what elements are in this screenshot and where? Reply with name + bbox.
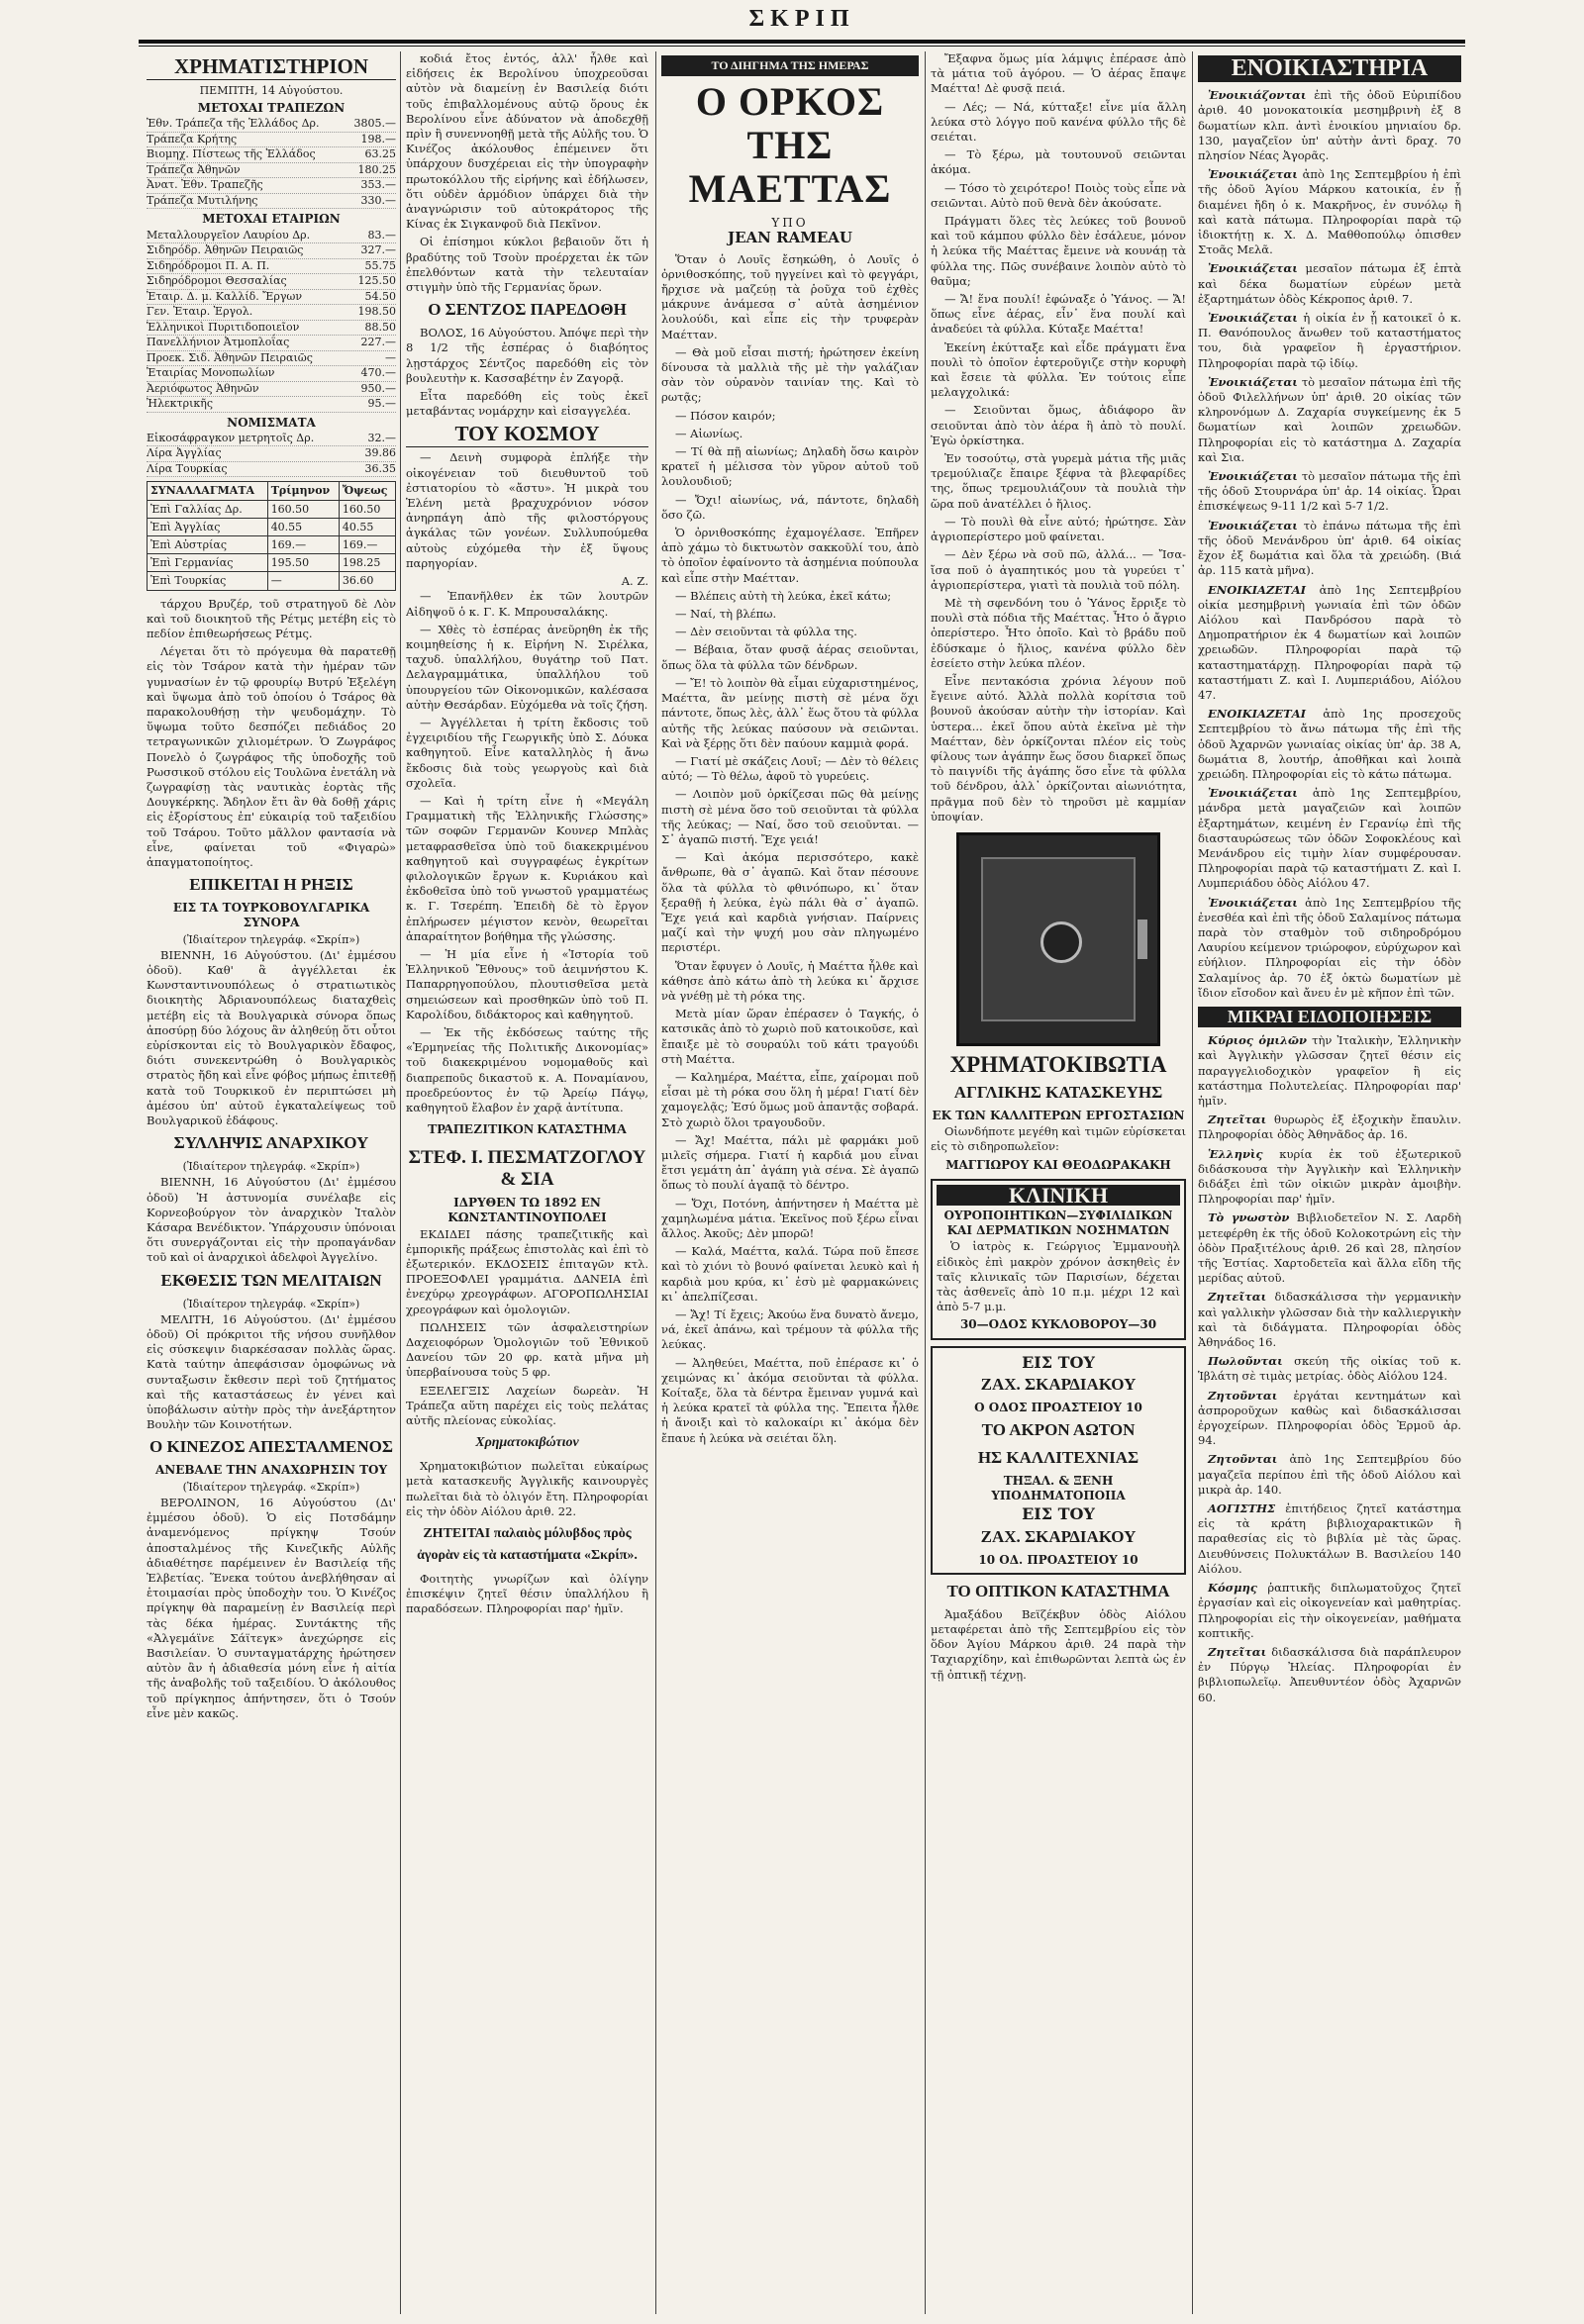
article-text: — Ἐπανῆλθεν ἐκ τῶν λουτρῶν Αἰδηψοῦ ὁ κ. Γ. Κ. Μπρουσαλάκης. [406,589,648,619]
safe-dial-icon [1040,921,1082,963]
article-text: — Ἀγγέλλεται ἡ τρίτη ἔκδοσις τοῦ ἐγχειριδίου τῆς Γεωργικῆς ὑπὸ Σ. Δόυκα καθηγητοῦ. Εἶνε καταλληλὸς ἡ ἄνω ἔκδοσις διὰ τοὺς γεωργοὺς καὶ διὰ σχολεῖα. [406,715,648,790]
story-text: — Αἰωνίως. [675,426,743,440]
ad-line: ΗΣ ΚΑΛΛΙΤΕΧΝΙΑΣ [977,1448,1139,1467]
list-item: Ἐθν. Τράπεζα τῆς Ἑλλάδος Δρ. 3805.— [147,117,396,133]
ad-line: Ο ΟΔΟΣ ΠΡΟΑΣΤΕΙΟΥ 10 [974,1400,1142,1414]
ad-text: Φοιτητὴς γνωρίζων καὶ ὀλίγην ἐπισκέψιν ζητεῖ θέσιν ὑπαλλήλου ἢ παραδόσεων. Πληροφορίαι παρ' ἡμῖν. [406,1572,648,1616]
list-item: Ζητεῖται θυρωρὸς ἐξ ἐξοχικὴν ἔπαυλιν. Πληροφορίαι ὁδὸς Ἀθηνᾶδος ἀρ. 16. [1198,1113,1461,1142]
list-item: Ἐταιρ. Δ. μ. Καλλίδ. Ἔργων 54.50 [147,290,396,306]
article-text: — Χθὲς τὸ ἑσπέρας ἀνεῦρηθη ἐκ τῆς κοιμηθείσης ἡ κ. Εἰρήνη Ν. Σιρέλκα, ταχυδ. ὑπαλλήλου, θυγάτηρ τοῦ Πατ. Δελαγραμμάτικα, ὑπαλλήλου τοῦ ὑπουργείου τῶν Οἰκονομικῶν, καλέσασα αὐτὴν Θεσάρδαν. Εὐχόμεθα νὰ τοῖς ζήση. [406,622,648,712]
ad-line: ΕΙΣ ΤΟΥ [1022,1504,1095,1524]
story-text: — Ναί, τὴ βλέπω. [675,607,777,622]
story-text: — Ἀληθεύει, Μαέττα, ποῦ ἐπέρασε κι᾽ ὁ χειμώνας κι᾽ ἀκόμα σειοῦνται τὰ φύλλα. Κοίταξε, ὅλα τὰ δέντρα ἔμειναν γυμνά καὶ ἡ λεύκα κρατεῖ τὰ φύλλα της. Ἔπειτα ἦλθε ἡ ἄνοιξι καὶ τὸ καλοκαίρι κι᾽ ἀκόμα δὲν ἔπαυε ἡ λεύκα νὰ σειέται ὅλη. [661,1355,919,1445]
article-text: ΜΕΛΙΤΗ, 16 Αὐγούστου. (Δι' ἐμμέσου ὁδοῦ) Οἱ πρόκριτοι τῆς νήσου συνῆλθον εἰς σύσκεψιν διαρκέσασαν πολλὰς ὥρας. Κατὰ ταύτην ἀπεφάσισαν ὁμοφώνως νὰ συνταξωσιν ἔκθεσιν περὶ τοῦ ζητήματος καὶ τῆς καταστάσεως ἐν γένει καὶ ὑποβάλωσιν αὐτὴν πρὸς τὴν ἀνεξάρτητον Βουλὴν τῶν Κοινοτήτων. [147,1311,396,1432]
list-item: Ἀνατ. Ἐθν. Τραπεζῆς 353.— [147,178,396,194]
list-item: Ἑλληνικοὶ Πυριτιδοποιεῖον 88.50 [147,321,396,337]
bank-name: ΣΤΕΦ. Ι. ΠΕΣΜΑΤΖΟΓΛΟΥ & ΣΙΑ [408,1147,646,1191]
column-3 [661,51,919,2314]
list-item: ΕΝΟΙΚΙΑΖΕΤΑΙ ἀπὸ 1ης προσεχοῦς Σεπτεμβρίου τὸ ἄνω πάτωμα τῆς ἐπὶ τῆς ὁδοῦ Ἀχαρνῶν γωνιαίας οἰκίας ὑπ' ἀρ. 38 Α, δωμάτια 8, λουτήρ, ἀποθῆκαι καὶ λοιπὰ χρειώδη. Πληροφορίαι εἰς τὸ κάτω πάτωμα. [1198,707,1461,781]
article-text: — Καὶ ἡ τρίτη εἶνε ἡ «Μεγάλη Γραμματικὴ τῆς Ἑλληνικῆς Γλώσσης» τῶν σοφῶν Γερμανῶν Κουνερ Μπλὰς μεταφρασθεῖσα ὑπὸ τοῦ διακεκριμένου καθηγητοῦ καὶ συγγραφέως ἐγκρίτων φιλολογικῶν ἔργων κ. Κυριάκου καὶ ἐκδοθεῖσα ὑπὸ τοῦ γνωστοῦ γραμματέως κ. Γ. Τσερέπη. Ἐπειδὴ δὲ τὸ ἔργον ἐπλήρωσεν μέγιστον κενὸν, θεωρεῖται ἀπαραίτητον βοήθημα τῆς γλώσσης. [406,793,648,943]
ad-line: ΖΑΧ. ΣΚΑΡΔΙΑΚΟΥ [980,1526,1137,1546]
article-subheadline: ΕΙΣ ΤΑ ΤΟΥΡΚΟΒΟΥΛΓΑΡΙΚΑ ΣΥΝΟΡΑ [172,901,370,930]
story-text: Μετὰ μίαν ὥραν ἐπέρασεν ὁ Ταγκής, ὁ κατσικᾶς ἀπὸ τὸ χωριὸ ποῦ κατοικοῦσε, καὶ ἔπαιξε μὲ τὸ σουραύλι τοῦ κάτι τραγούδι στὴ Μαέττα. [661,1007,919,1066]
small-notices-heading: ΜΙΚΡΑΙ ΕΙΔΟΠΟΙΗΣΕΙΣ [1198,1007,1461,1027]
table-row: Ἐπὶ Γαλλίας Δρ. 160.50 160.50 [148,500,396,518]
shoe-ad [931,1346,1186,1575]
clinic-title: ΚΛΙΝΙΚΗ [937,1185,1180,1206]
list-item: Ζητοῦνται ἀπὸ 1ης Σεπτεμβρίου δύο μαγαζεῖα περίπου ἐπὶ τῆς ὁδοῦ Αἰόλου καὶ μικρὰ ἀρ. 140. [1198,1452,1461,1497]
ad-line: ΕΙΣ ΤΟΥ [1022,1352,1095,1372]
article-headline: ΣΥΛΛΗΨΙΣ ΑΝΑΡΧΙΚΟΥ [173,1133,369,1153]
column-4 [931,51,1186,2314]
article-text: — Δεινὴ συμφορὰ ἐπλήξε τὴν οἰκογένειαν τοῦ διευθυντοῦ τοῦ ἐστιατορίου τὸ «ἄστυ». Ἡ μικρὰ του Ἑλένη μετὰ βραχυχρόνιον νόσον ἀνηρπάγη ἀπὸ τῆς φιλοστόργους ἀγκάλας τῶν γονέων. Συλλυπούμεθα αὐτοὺς εὐχόμεθα τὴν ἐξ ὕψους παρηγορίαν. [406,450,648,570]
story-text: — Καλημέρα, Μαέττα, εἶπε, χαίρομαι ποῦ εἶσαι μὲ τὴ ρόκα σου ὅλη ἡ μέρα! Γιατί δὲν χαμογελᾷς; Ἐσύ ὅμως μοῦ ἀπαντᾷς σοβαρά. Στὸ χωριὸ ὅλοι τραγουδοῦν. [661,1069,919,1129]
table-header: ΣΥΝΑΛΛΑΓΜΑΤΑ Τρίμηνον Ὄψεως [148,482,396,500]
article-text: ΒΕΡΟΛΙΝΟΝ, 16 Αὐγούστου (Δι' ἐμμέσου ὁδοῦ). Ὁ εἰς Ποτσδάμην ἀναμενόμενος πρίγκηψ Τσούν ἀποσταλμένος τῆς Κινεζικῆς Αὐλῆς ἀδιαθέτησε παρέμεινεν ἐν Βασιλείᾳ τῆς Ἑλβετίας. Ἕνεκα τούτου ἀνεβλήθησαν αἱ ἑτοιμασίαι πρὸς ὑποδοχὴν του. Ὁ Κινέζος πρίγκηψ θὰ παραμείνῃ ἐν Βασιλείᾳ περὶ τὰς δέκα ἡμέρας. Συντάκτης τῆς «Ἀλγεμάϊνε Σάϊτεγκ» ἀνεχώρησε εἰς Βασιλείαν. Ὁ συνταγματάρχης ἠρώτησεν αὐτὸν ἂν ἡ ἀδιαθεσία μόνη εἶνε ἡ αἰτία τῆς ἀναβολῆς τοῦ ταξειδίου. Ὁ ἀκόλουθος τοῦ πρίγκηπος ἀπήντησεν, ὅτι ὁ Τσούν εἶνε μὲν κακῶς. [147,1495,396,1720]
story-text: — Τί θὰ πῇ αἰωνίως; Δηλαδὴ ὅσω καιρὸν κρατεῖ ἡ μέλισσα τὸν γῦρον αὐτοῦ τοῦ λουλουδιοῦ; [661,444,919,489]
list-item: Ἐνοικιάζεται ἡ οἰκία ἐν ᾗ κατοικεῖ ὁ κ. Π. Θανόπουλος ἄνωθεν τοῦ καταστήματος του, διὰ γραφεῖον ἢ ἐργαστήριον. Πληροφορίαι παρὰ τῷ ἰδίῳ. [1198,311,1461,370]
list-item: Βιομηχ. Πίστεως τῆς Ἑλλάδος 63.25 [147,147,396,163]
story-text: — Βέβαια, ὅταν φυσᾷ ἀέρας σειοῦνται, ὅπως ὅλα τὰ φύλλα τῶν δένδρων. [661,642,919,672]
list-item: Ἠλεκτρικῆς 95.— [147,397,396,413]
story-text: — Καὶ ἀκόμα περισσότερο, κακὲ ἄνθρωπε, θὰ σ᾽ ἀγαπῶ. Καὶ ὅταν πέσουνε ὅλα τὰ φύλλα τὸ φθινόπωρο, κι᾽ ὅταν ξεραθῇ ἡ λεύκα, ἐγὼ πάλι θὰ σ᾽ ἀγαπῶ. Ἔχε γειά καὶ καρδιὰ γνήσιαν. Παίρνεις μαζί καὶ τὴν ψυχή μου σὰν πληγωμένο περιστέρι. [661,850,919,955]
list-item: Σιδηρόδρ. Ἀθηνῶν Πειραιῶς 327.— [147,243,396,259]
ad-text: ΕΚΔΙΔΕΙ πάσης τραπεζιτικῆς καὶ ἐμπορικῆς πράξεως ἐπιστολὰς καὶ ἐπὶ τὸ ἐξωτερικόν. ΕΚΔΟΣΕΙΣ ἐπιταγῶν κτλ. ΠΡΟΕΞΟΦΛΕΙ γραμμάτια. ΔΑΝΕΙΑ ἐπὶ ἐνεχύρῳ χρεογράφων. ΑΓΟΡΟΠΩΛΗΣΙΑΙ χρεογράφων καὶ ὁμολογιῶν. [406,1226,648,1316]
article-headline: Ο ΚΙΝΕΖΟΣ ΑΠΕΣΤΑΛΜΕΝΟΣ [148,1437,394,1457]
list-item: Κόσμης ῥαπτικῆς διπλωματοῦχος ζητεῖ ἐργασίαν καὶ εἰς οἰκογενείαν καὶ μαθητρίας. Πληροφορίαι εἰς τὴν οἰκογενείαν, μαθήματα κοπτικῆς. [1198,1581,1461,1640]
list-item: Πανελλήνιον Ἀτμοπλοΐας 227.— [147,336,396,351]
ad-line: ΤΗΞΑΛ. & ΞΕΝΗ ΥΠΟΔΗΜΑΤΟΠΟΙΙΑ [991,1474,1126,1503]
story-text: — Πόσον καιρόν; [675,408,776,423]
story-text: Μὲ τὴ σφενδόνη του ὁ Ὑάνος ἔρριξε τὸ πουλὶ στὰ πόδια τῆς Μαέττας. Ἦτο ὁ ἄγριο ὀπερίστερο. Ἦτο ὁποῖο. Καὶ τὸ βράδυ ποῦ ἐδύσκαμε ὁ ἥλιος, κανένα φύλλο δὲν ἐσείετο στὴν λεύκα πλέον. [931,595,1186,670]
table-row: Ἐπὶ Γερμανίας 195.50 198.25 [148,554,396,572]
story-text: Εἶνε πεντακόσια χρόνια λέγουν ποῦ ἔγεινε αὐτό. Ἀλλὰ πολλὰ κορίτσια τοῦ βουνοῦ ἀκούσαν αὐτὴν τὴν ἱστορίαν. Καὶ ὑστερα... ἐκεῖ ὅπου αὐτὰ ἐκεῖνα μὲ τὴν Μαέτταν, δὲν ὁρκίζονται πλέον εἰς τοὺς φίλους των ἀγάπην ἕως ὅσου διαρκεῖ ὅπως τὸ παιγνίδι τῆς ἀγάπης ὅσο εἶνε τὰ φύλλα τοῦ δένδρου, ἀλλ᾽ ὁρκίζονται αἰωνιότητα, πρᾶγμα ποῦ δὲν τὸ τηροῦσι μὲ καμμίαν ὑποψίαν. [931,673,1186,823]
ad-subheadline: ΕΚ ΤΩΝ ΚΑΛΛΙΤΕΡΩΝ ΕΡΓΟΣΤΑΣΙΩΝ [932,1108,1185,1122]
article-text: ΒΙΕΝΝΗ, 16 Αὐγούστου. (Δι' ἐμμέσου ὁδοῦ). Καθ' ἃ ἀγγέλλεται ἐκ Κωνσταντινουπόλεως ὁ στρατιωτικὸς διοικητὴς Ἀδριανουπόλεως διαταχθεὶς μετέβη εἰς τὰ Βουλγαρικὰ σύνορα ὅπως ἀποσύρῃ δύο λόχους ἂν ἀληθεύῃ ὅτι οὗτοι εὑρίσκονται εἰς τὸ Βουλγαρικὸν ἔδαφος, διότι συνεκεντρώθη ὁ Βουλγαρικὸς στρατὸς ἤδη καὶ εἶνε φόβος μήπως ἐπιτεθῇ κατὰ τοῦ Τουρκικοῦ ἐν περιπτώσει μὴ ἀμέσου ὑπ' αὐτοῦ ἐγκαταλείψεως τοῦ Βουλγαρικοῦ ἐδάφους. [147,947,396,1128]
table-row: Ἐπὶ Αὐστρίας 169.— 169.— [148,535,396,553]
column-2 [406,51,648,2314]
safe-handle-icon [1138,920,1147,959]
bank-shares-heading: ΜΕΤΟΧΑΙ ΤΡΑΠΕΖΩΝ [197,101,346,116]
masthead-title: ΣΚΡΙΠ [748,6,855,32]
article-text: Λέγεται ὅτι τὸ πρόγευμα θὰ παρατεθῇ εἰς τὸν Τσάρον κατὰ τὴν ἡμέραν τῶν γυμνασίων ἐν τῷ φρουρίῳ Βυτρύ Ἐξελέγη καὶ ὕψωμα ἀπὸ τοῦ ὁποίου ὁ Τσάρος θὰ παρακολουθήσῃ τὴν ψευδομάχην. Τὸ ὕψωμα τοῦτο δεσπόζει πεδιάδος 20 τετραγωνικῶν χιλιομέτρων. Ὁ Ζωγράφος Πονελὸ ὁ ζωγράφος τῆς ὑποδοχῆς τοῦ Ρωσσικοῦ στόλου εἰς Τουλῶνα ἐνετάλη νὰ ζωγραφίσῃ τὰς ναυτικὰς ἑορτὰς τῆς Δουγκέρκης. Ἄδηλον ἔτι ἂν θὰ δοθῇ χάρις εἰς ἐξορίστους ἐπ' εὐκαιρίᾳ τοῦ ταξειδίου τοῦ Τσάρου. Τοῦτο μᾶλλον φαντασία νὰ εἶνε, φαίνεται τοῦ «Φιγαρὼ» ἀπαγματοποίητος. [147,644,396,869]
story-text: — Ἄ! ἕνα πουλί! ἐφώναξε ὁ Ὑάνος. — Ἄ! ὅπως εἶνε ἀέρας, εἶν᾽ ἕνα πουλί καὶ ἀναδεύει τὰ φύλλα. Κύταξε Μαέττα! [931,292,1186,337]
ad-headline: ΤΡΑΠΕΖΙΤΙΚΟΝ ΚΑΤΑΣΤΗΜΑ [428,1122,627,1138]
ad-text: Χρηματοκιβώτιον πωλεῖται εὐκαίρως μετὰ κατασκευῆς Ἀγγλικῆς καινουργὲς πωλεῖται διὰ τὸ ὁλιγόν ἔτη. Πληροφορίαι εἰς τὴν ὁδὸν Αἰόλου ἀριθ. 22. [406,1459,648,1518]
ad-text: ΕΞΕΛΕΓΞΙΣ Λαχείων δωρεὰν. Ἡ Τράπεζα αὕτη παρέχει εἰς τοὺς πελάτας αὐτῆς πλείονας εὐκολίας. [406,1383,648,1428]
list-item: Ζητοῦνται ἐργάται κεντημάτων καὶ ἀσπροροῦχων καθὼς καὶ διδασκάλισσαι ἐργοχείρων. Πληροφορίαι ὁδὸς Ἑρμοῦ ἀρ. 94. [1198,1388,1461,1448]
list-item: Ἐνοικιάζεται ἀπὸ 1ης Σεπτεμβρίου τῆς ἐνεσθέα καὶ ἐπὶ τῆς ὁδοῦ Σαλαμίνος πάτωμα παρὰ τὸν σταθμὸν τοῦ σιδηροδρόμου Λαυρίου κείμενον τριώροφον, εὐρύχωρον καὶ εὐήλιον. Πληροφορίαι εἰς τὴν ὁδὸν Σαλαμίνος ἀρ. 70 ἐξ ὀκτὼ δωματίων μὲ ἴδιον εἴσοδον καὶ ἄνευ ἐν μὲ κῆπον ἐπὶ τῶν. [1198,895,1461,1000]
list-item: Ἐνοικιάζεται ἀπὸ 1ης Σεπτεμβρίου ἡ ἐπὶ τῆς ὁδοῦ Ἁγίου Μάρκου κατοικία, ἐν ᾗ διαμένει ἤδη ὁ κ. Μακρῆνος, ἐν συνόλῳ ἢ καὶ κατὰ πάτωμα. Πληροφορίαι παρὰ τῷ ἰδιοκτήτῃ κ. Χ. Δ. Μαθθοπούλῳ ὁπισθεν Στοᾶς Μελᾶ. [1198,167,1461,257]
list-item: Ἐνοικιάζεται ἀπὸ 1ης Σεπτεμβρίου, μάνδρα μετὰ μαγαζειῶν καὶ λοιπῶν ἐξαρτημάτων, κειμένη ἐν Γερανίῳ ἐπὶ τῆς διασταυρώσεως τῶν ὁδῶν Σοφοκλέους καὶ Μενάνδρου εἰς τιμὴν λίαν συμφέρουσαν. Πληροφορίαι παρὰ τῷ καταστήματι Ζ. καὶ Ι. Λυμπεριάδου ὁδὸς Αἰόλου 47. [1198,786,1461,891]
list-item: Εἰκοσάφραγκον μετρητοῖς Δρ. 32.— [147,432,396,447]
company-shares-heading: ΜΕΤΟΧΑΙ ΕΤΑΙΡΙΩΝ [202,212,341,227]
list-item: ΕΝΟΙΚΙΑΖΕΤΑΙ ἀπὸ 1ης Σεπτεμβρίου οἰκία μεσημβρινὴ γωνιαία ἐπὶ τῶν ὁδῶν Αἰόλου καὶ Πανδρόσου παρὰ τὸ Δημοπρατήριον ἐκ 4 δωματίων καὶ λοιπῶν χρειωδῶν. Πληροφορίαι παρὰ τῷ καταστηματάρχῃ. Πληροφορίαι παρὰ τῷ καταστήματι Ζ. καὶ Ι. Λυμπεριάδου, Αἰόλου 47. [1198,582,1461,702]
table-row: Ἐπὶ Τουρκίας — 36.60 [148,572,396,590]
list-item: Ἀεριόφωτος Ἀθηνῶν 950.— [147,382,396,398]
list-item: Τράπεζα Μυτιλήνης 330.— [147,194,396,210]
bank-shares-list [147,117,396,209]
column-rule [400,51,401,2314]
list-item: Ἑλληνὶς κυρία ἐκ τοῦ ἐξωτερικοῦ διδάσκουσα τὴν Ἀγγλικὴν καὶ Ἑλληνικὴν διδάξει ἐπὶ τῶν οἰκιῶν μικρὰν ἀμοιβὴν. Πληροφορίαι παρ' ἡμῖν. [1198,1146,1461,1207]
ad-headline: ΖΗΤΕΙΤΑΙ παλαιὸς μόλυβδος πρὸς ἀγορὰν εἰς τὰ καταστήματα «Σκρίπ». [417,1526,638,1564]
clinic-subtitle: ΟΥΡΟΠΟΙΗΤΙΚΩΝ—ΣΥΦΙΛΙΔΙΚΩΝ ΚΑΙ ΔΕΡΜΑΤΙΚΩΝ ΝΟΣΗΜΑΤΩΝ [943,1208,1173,1238]
table-row: Ἐπὶ Ἀγγλίας 40.55 40.55 [148,518,396,535]
story-text: — Ὄχι! αἰωνίως, νά, πάντοτε, δηλαδὴ ὅσο ζῶ. [661,492,919,522]
article-text: κοδιά ἔτος ἐντός, ἀλλ' ἦλθε καὶ εἰδήσεις ἐκ Βερολίνου ὑποχρεοῦσαι αὐτὸν νὰ διαμείνῃ ἐν Βασιλείᾳ διότι τοῦς ἐπιβαλλομένους αὐτῷ ὅρους ἐκ Βερολίνου εἶνε ἀδύνατον νὰ ἀποδεχθῇ πρὶν ἢ συνεννοηθῇ μετὰ τῆς Αὐλῆς του. Ὁ Κινέζος ἀκόλουθος ἐπέμεινεν ὅτι ὑπάρχουν δυσχέρειαι εἰς τὴν ὑπογραφὴν πρωτοκόλλου τῆς εἰρήνης καὶ ἐδήλωσεν, ὅτι οὐδὲν ἀρμόδιον ὑπάρχει διὰ τὴν ἀναγνώρισιν τοῦ αὐτοκράτορος τῆς Κίνας ἐκ Σιγκανφοῦ διὰ Πεκῖνον. [406,51,648,232]
telegram-label: (Ἰδιαίτερον τηλεγράφ. «Σκρίπ») [182,1297,360,1310]
list-item: Ἐνοικιάζονται ἐπὶ τῆς ὁδοῦ Εὐριπίδου ἀριθ. 40 μονοκατοικία μεσημβρινὴ ἐξ 8 δωματίων κλπ. ἀντὶ ἐνοικίου μηνιαίου δρ. 130, μαγαζεῖον ὑπ' αὐτὴν ἀντὶ δραχ. 70 πλησίον Νέας Ἀγορᾶς. [1198,88,1461,163]
clinic-address: 30—ΟΔΟΣ ΚΥΚΛΟΒΟΡΟΥ—30 [959,1317,1157,1332]
story-text: — Γιατί μὲ σκάζεις Λουῖ; — Δὲν τὸ θέλεις αὐτό; — Τὸ θέλω, ἀφοῦ τὸ γυρεύεις. [661,753,919,784]
list-item: Λίρα Τουρκίας 36.35 [147,462,396,478]
column-5 [1198,51,1461,2314]
list-item: Κύριος ὁμιλῶν τὴν Ἰταλικὴν, Ἑλληνικὴν καὶ Ἀγγλικὴν γλῶσσαν ζητεῖ θέσιν εἰς παραγγελιοδοχικὸν γραφεῖον ἢ εἰς κατάστημα Πολυτελείας. Πληροφορίαι παρ' ἡμῖν. [1198,1033,1461,1108]
telegram-label: (Ἰδιαίτερον τηλεγράφ. «Σκρίπ») [182,932,360,946]
story-text: — Σειοῦνται ὅμως, ἀδιάφορο ἂν σειοῦνται ἀπὸ τὸν ἀέρα ἢ ἀπὸ τὸ πουλί. Ἐγὼ ὁρκίστηκα. [931,403,1186,447]
story-text: Ὅταν ἔφυγεν ὁ Λουῖς, ἡ Μαέττα ἦλθε καὶ κάθησε ἀπὸ κάτω ἀπὸ τὴ λεύκα κι᾽ ἄρχισε νὰ γνέθῃ μὲ τὴ ρόκα της. [661,958,919,1003]
story-text: — Ὄχι, Ποτόνη, ἀπήντησεν ἡ Μαέττα μὲ χαμηλωμένα μάτια. Ἐκεῖνος ποῦ ξέρω εἶναι ἄλλος. Ἀκοῦς; Δὲν μπορῶ! [661,1196,919,1240]
coins-heading: ΝΟΜΙΣΜΑΤΑ [227,415,316,430]
column-rule [925,51,926,2314]
telegram-label: (Ἰδιαίτερον τηλεγράφ. «Σκρίπ») [182,1160,360,1174]
list-item: Γεν. Ἐταιρ. Ἐργολ. 198.50 [147,305,396,321]
story-by: ΥΠΟ [771,216,809,231]
feature-banner: ΤΟ ΔΙΗΓΗΜΑ ΤΗΣ ΗΜΕΡΑΣ [661,55,919,76]
story-text: Ἔξαφνα ὅμως μία λάμψις ἐπέρασε ἀπὸ τὰ μάτια τοῦ ἀγόρου. — Ὁ ἀέρας ἔπαψε Μαέττα! Δὲ φυσᾷ πειά. [931,51,1186,96]
story-text: — Τὸ πουλὶ θὰ εἶνε αὐτό; ἠρώτησε. Σὰν ἀγριοπερίστερο μοῦ φαίνεται. [931,514,1186,544]
story-text: — Βλέπεις αὐτὴ τὴ λεύκα, ἐκεῖ κάτω; [675,588,892,603]
bank-subtitle: ΙΔΡΥΘΕΝ ΤΩ 1892 ΕΝ ΚΩΝΣΤΑΝΤΙΝΟΥΠΟΛΕΙ [447,1196,607,1225]
ad-line: ΤΟ ΑΚΡΟΝ ΑΩΤΟΝ [981,1420,1136,1439]
article-text: — Ἡ μία εἶνε ἡ «Ἱστορία τοῦ Ἑλληνικοῦ Ἔθνους» τοῦ ἀειμνήστου Κ. Παπαρρηγοπούλου, πλουτισθεῖσα μετὰ σημειώσεων καὶ προσθηκῶν ὑπὸ τοῦ Π. Καρολίδου, διδάκτορος καὶ καθηγητοῦ. [406,946,648,1021]
story-text: — Τόσο τὸ χειρότερο! Ποιὸς τοὺς εἶπε νὰ σειῶνται. Αὐτὸ ποῦ θενὰ δὲν ἀκούσατε. [931,180,1186,210]
list-item: Τράπεζα Ἀθηνῶν 180.25 [147,163,396,179]
column-rule [655,51,656,2314]
list-item: Τὸ γνωστὸν Βιβλιοδετεῖον Ν. Σ. Λαρδὴ μετεφέρθη ἐκ τῆς ὁδοῦ Κολοκοτρώνη εἰς τὴν ὁδὸν Πραξιτέλους ἀριθ. 26 καὶ 28, πλησίον τῆς Ἑστίας. Χαρτοδετεῖα καὶ ἄλλα εἴδη τῆς μερίδας αὐτοῦ. [1198,1210,1461,1286]
column-rule [1192,51,1193,2314]
ad-subheadline: ΑΓΓΛΙΚΗΣ ΚΑΤΑΣΚΕΥΗΣ [953,1082,1163,1102]
story-text: — Ἄχ! Τί ἔχεις; Ἀκούω ἕνα δυνατὸ ἄνεμο, νά, ἐκεῖ ἀπάνω, καὶ τρέμουν τὰ φύλλα τῆς λεύκας. [661,1307,919,1352]
ad-headline: ΧΡΗΜΑΤΟΚΙΒΩΤΙΑ [949,1051,1167,1077]
story-author: JEAN RAMEAU [728,229,852,247]
article-subheadline: ΑΝΕΒΑΛΕ ΤΗΝ ΑΝΑΧΩΡΗΣΙΝ ΤΟΥ [154,1463,388,1478]
article-text: τάρχου Βρυζέρ, τοῦ στρατηγοῦ δὲ Λὸν καὶ τοῦ διοικητοῦ τῆς Ρέτμς μετέβη εἰς τὸ πεδίον ἐπιθεωρήσεως Ρέτμς. [147,596,396,640]
article-headline: ΕΚΘΕΣΙΣ ΤΩΝ ΜΕΛΙΤΑΙΩΝ [160,1270,382,1290]
story-text: — Δὲν σειοῦνται τὰ φύλλα της. [675,625,857,639]
article-headline: ΕΠΙΚΕΙΤΑΙ Η ΡΗΞΙΣ [189,875,353,895]
article-headline: Ο ΣΕΝΤΖΟΣ ΠΑΡΕΔΟΘΗ [428,300,627,320]
safe-illustration [956,832,1160,1046]
story-title: Ο ΟΡΚΟΣ ΤΗΣ ΜΑΕΤΤΑΣ [688,79,892,212]
list-item: Ἐνοικιάζεται τὸ μεσαῖον πάτωμα ἐπὶ τῆς ὁδοῦ Φιλελλήνων ὑπ' ἀριθ. 20 οἰκίας τῶν κληρονόμων Δ. Ζαχαρία συγκείμενης ἐκ 5 δωματίων καὶ λοιπῶν χρειωδῶν. Πληροφορίαι εἰς τὸ κατάστημα Δ. Ζαχαρία καὶ Σια. [1198,374,1461,464]
ad-line: ΖΑΧ. ΣΚΑΡΔΙΑΚΟΥ [980,1374,1137,1394]
list-item: Ἐνοικιάζεται τὸ ἐπάνω πάτωμα τῆς ἐπὶ τῆς ὁδοῦ Μενάνδρου ὑπ' ἀριθ. 64 οἰκίας ἔχον ἐξ δωμάτια καὶ ὅλα τὰ χρειώδη. (Βιά ἀρ. 115 κατὰ μῆνα). [1198,518,1461,578]
list-item: Προεκ. Σιδ. Ἀθηνῶν Πειραιῶς — [147,351,396,367]
list-item: Σιδηρόδρομοι Π. Α. Π. 55.75 [147,259,396,275]
ad-headline: ΤΟ ΟΠΤΙΚΟΝ ΚΑΤΑΣΤΗΜΑ [946,1581,1170,1600]
ad-text: Οἰωνδήποτε μεγέθη καὶ τιμῶν εὑρίσκεται εἰς τὸ σιδηροπωλεῖον: [931,1124,1186,1154]
list-item: Ἐνοικιάζεται τὸ μεσαῖον πάτωμα τῆς ἐπὶ τῆς ὁδοῦ Στουρνάρα ὑπ' ἀρ. 14 οἰκίας. Ὧραι ἐπισκέψεως 9-11 1/2 καὶ 5-7 1/2. [1198,469,1461,514]
article-text: Εἶτα παρεδόθη εἰς τοὺς ἐκεῖ μεταβάντας νομάρχην καὶ εἰσαγγελέα. [406,389,648,419]
company-shares-list [147,229,396,413]
story-text: Ἐν τοσούτῳ, στὰ γυρεμὰ μάτια τῆς μιᾶς τρεμούλιαζε ἔπαιρε ξέφνα τὰ βλεφαρίδες της, ὅπως τρεμουλιάζουν τὰ πουλιὰ τὴν ὥρα ποῦ ἀνατέλλει ὁ ἥλιος. [931,451,1186,511]
classifieds-heading: ΕΝΟΙΚΙΑΣΤΗΡΙΑ [1198,55,1461,82]
telegram-label: (Ἰδιαίτερον τηλεγράφ. «Σκρίπ») [182,1480,360,1494]
ad-text: ΠΩΛΗΣΕΙΣ τῶν ἀσφαλειστηρίων Δαχειοφόρων Ὁμολογιῶν τοῦ Ἐθνικοῦ Δανείου τῶν 20 φρ. κατὰ μῆνα μὴ ὑπερβαίνουσα τοὺς 5 φρ. [406,1319,648,1380]
exchange-date: ΠΕΜΠΤΗ, 14 Αὐγούστου. [199,84,344,97]
list-item: ΑΟΓΙΣΤΗΣ ἐπιτήδειος ζητεῖ κατάστημα εἰς τὰ κράτη βιβλιοχαρακτικῶν ἢ παραθεσίας εἰς τὸ βιβλία μὲ τὰς ὥρας. Διευθύνσεις Πολυκτάλων Β. Βασιλείου 140 Αἰόλου. [1198,1501,1461,1576]
story-text: Πράγματι ὅλες τὲς λεύκες τοῦ βουνοῦ καὶ τοῦ κάμπου φύλλο δὲν ἐσάλευε, μόνον ἡ λεύκα τῆς Μαέττας ἔμεινε νὰ κουνάῃ τὰ φύλλα της. Πῶς συνέβαινε λοιπὸν αὐτὸ τὸ θαῦμα; [931,214,1186,288]
story-text: — Ἔ! τὸ λοιπὸν θὰ εἶμαι εὐχαριστημένος, Μαέττα, ἂν μείνῃς πιστὴ σὲ μένα ὅχι πάντοτε, ὅπως λὲς, ἀλλ᾽ ἕως ὅτου τὰ φύλλα αὐτῆς τῆς λεύκας παύσουν νὰ σειῶνται. Καὶ νὰ ξέρῃς ὅτι δὲν παύουν καμμιὰ φορά. [661,675,919,750]
list-item: Ἐνοικιάζεται μεσαῖον πάτωμα ἐξ ἑπτὰ καὶ δέκα δωματίων εὑρέων μετὰ ἐξαρτημάτων ὁδὸς Κέκροπος ἀριθ. 7. [1198,261,1461,306]
clinic-ad [931,1179,1186,1340]
story-text: — Λοιπὸν μοῦ ὁρκίζεσαι πῶς θὰ μείνῃς πιστὴ σὲ μένα ὅσο τοῦ σειοῦνται τὰ φύλλα τῆς λεύκας; — Ναί, ὅσο τοῦ σειοῦνται. — Σ᾽ ἀγαπῶ πιστή. Ἔχε γειά! [661,787,919,846]
list-item: Ζητεῖται διδασκάλισσα τὴν γερμανικὴν καὶ γαλλικὴν γλῶσσαν διὰ τὴν καλλιεργικὴν καὶ τὰ διδάγματα. Πληροφορίαι ὁδὸς Ἀθηνάδος 16. [1198,1290,1461,1350]
ad-shop-name: ΜΑΓΓΙΩΡΟΥ ΚΑΙ ΘΕΟΔΩΡΑΚΑΚΗ [945,1157,1171,1172]
list-item: Μεταλλουργεῖον Λαυρίου Δρ. 83.— [147,229,396,244]
list-item: Σιδηρόδρομοι Θεσσαλίας 125.50 [147,274,396,290]
coins-list [147,432,396,478]
rentals-list [1198,88,1461,1001]
ad-text: Ἀμαξάδου Βεϊζέκβυν ὁδὸς Αἰόλου μεταφέρεται ἀπὸ τῆς Σεπτεμβρίου εἰς τὸν ὅδον Ἁγίου Μάρκου ἀριθ. 24 παρὰ τὴν Ταχιαρχίδην, καὶ ἐπιθωρῶνται λεπτὰ ὡς ἐν τῇ ὀπτικῇ τέχνῃ. [931,1606,1186,1682]
list-item: Ἐταιρίας Μονοπωλίων 470.— [147,366,396,382]
ad-headline: Χρηματοκιβώτιον [475,1435,579,1451]
list-item: Ζητεῖται διδασκάλισσα διὰ παράπλευρον ἐν Πύργῳ Ἠλείας. Πληροφορίαι ἐν βιβλιοπωλεῖῳ. Ἀπευθυντέον ὁδὸς Ἀχαρνῶν 60. [1198,1644,1461,1704]
exchange-table [147,481,396,590]
section-heading: ΤΟΥ ΚΟΣΜΟΥ [406,423,648,447]
masthead-rule [139,40,1465,47]
article-text: ΒΟΛΟΣ, 16 Αὐγούστου. Ἀπόψε περὶ τὴν 8 1/2 τῆς ἑσπέρας ὁ διαβόητος λῃστάρχος Σέντζος παρεδόθη εἰς τὸν βουλευτὴν κ. Κασσαβέτην ἐν Ζαγορᾷ. [406,326,648,385]
story-text: Ὅταν ὁ Λουῖς ἔσηκώθη, ὁ Λουῖς ὁ ὀρνιθοσκόπης, τοῦ ηγγείνει καὶ τὸ φεγγάρι, ἤρχισε νὰ μαζεύῃ τὰ ῥοῦχα τοῦ ἐχθὲς μάκρυνε ἀνάμεσα σ᾽ αὐτὰ ἀσημένιον λουλούδι, καὶ εἶπε εἰς τὴν τρυφερὰν Μαέτταν. [661,251,919,341]
signature: Α. Ζ. [621,574,648,589]
story-text: Ὁ ὀρνιθοσκόπης ἐχαμογέλασε. Ἐπῆρεν ἀπὸ χάμω τὸ δικτυωτὸν σακκοῦλί του, ἀπὸ τὸ ὁποῖον ἐφαίνοντο τὰ ἀσημένια πούπουλα καὶ εἶπε στὴν Μαέτταν. [661,526,919,585]
story-text: Ἐκείνη ἐκύτταξε καὶ εἶδε πράγματι ἕνα πουλὶ τὸ ὁποῖον ἐφτεροῦγιζε στὴν κορυφὴ καὶ ἔσειε τὰ φύλλα. Ἐν τούτοις εἶπε μελαγχολικά: [931,339,1186,400]
small-notices-list [1198,1033,1461,1705]
story-text: — Καλά, Μαέττα, καλά. Τώρα ποῦ ἔπεσε καὶ τὸ χιόνι τὸ βουνό φαίνεται λευκὸ καὶ ἡ καρδιὰ μου κρύα, κι᾽ ἐσὺ μὲ φαρμακώνεις κι᾽ ἀπελπίζεσαι. [661,1244,919,1304]
article-text: — Ἐκ τῆς ἐκδόσεως ταύτης τῆς «Ἑρμηνείας τῆς Πολιτικῆς Δικονομίας» τοῦ διακεκριμένου νομομαθοῦς καὶ διαπρεποῦς δικαστοῦ κ. Α. Ποναμίανου, προεδρεύοντος ἐν τῷ Ἀρείῳ Πάγῳ, καθηγητοῦ ἔλαβον ἐν χαρᾷ ἀντίτυπα. [406,1024,648,1114]
list-item: Τράπεζα Κρήτης 198.— [147,133,396,148]
story-text: — Θὰ μοῦ εἶσαι πιστή; ἠρώτησεν ἐκείνη δίνουσα τὰ μαλλιὰ τῆς μὲ τὴν γαλάζιαν σὰν τὸν οὐρανὸν ταινίαν της. Καὶ τὸ ρωτᾷς; [661,344,919,405]
column-1 [147,51,396,2314]
ad-line: 10 ΟΔ. ΠΡΟΑΣΤΕΙΟΥ 10 [978,1552,1138,1567]
exchange-heading: ΧΡΗΜΑΤΙΣΤΗΡΙΟΝ [147,55,396,80]
article-text: Οἱ ἐπίσημοι κύκλοι βεβαιοῦν ὅτι ἡ βραδύτης τοῦ Τσοὺν προέρχεται ἐκ τῶν ἐπελθόντων κατὰ τὴν τελευταίαν στιγμὴν ὑπὸ τῆς Γερμανίας ὅρων. [406,235,648,295]
list-item: Πωλοῦνται σκεύη τῆς οἰκίας τοῦ κ. Ἱβλάτη σὲ τιμὰς μετρίας. ὁδὸς Αἰόλου 124. [1198,1354,1461,1384]
ad-text: Ὁ ἰατρὸς κ. Γεώργιος Ἐμμανουὴλ εἰδικὸς ἐπὶ μακρὸν χρόνον ἀσκηθεὶς ἐν ταῖς κλινικαῖς τῶν Παρισίων, δέχεται τὰς ἀσθενεῖς ἀπὸ 10 π.μ. μέχρι 12 καὶ ἀπὸ 5-7 μ.μ. [937,1239,1180,1314]
story-text: — Ἄχ! Μαέττα, πάλι μὲ φαρμάκι μοῦ μιλεῖς σήμερα. Γιατί ἡ καρδιά μου εἶναι ἔτσι γεμάτη ἀπ᾽ ἀγάπη γιὰ σένα. Σὲ ἀγαπῶ ὅπως τὸ πουλί ἀγαπᾷ τὸ δέντρο. [661,1132,919,1193]
story-text: — Τὸ ξέρω, μὰ τουτουνοῦ σειῶνται ἀκόμα. [931,147,1186,177]
story-text: — Λές; — Νά, κύτταξε! εἶνε μία ἄλλη λεύκα στὸ λόγγο ποῦ κανένα φύλλο τῆς δὲ σειέται. [931,99,1186,145]
list-item: Λίρα Ἀγγλίας 39.86 [147,446,396,462]
article-text: ΒΙΕΝΝΗ, 16 Αὐγούστου (Δι' ἐμμέσου ὁδοῦ) Ἡ ἀστυνομία συνέλαβε εἰς Κορνεοβούργον τὸν ἀναρχικὸν Ἰταλὸν Κάσαρα Βενέδικτον. Ὑπάρχουσιν ὑπόνοιαι ὅτι συνεργάζονται εἰς τὴν προπαγάνδαν τοῦ καὶ οἱ ἀναρχικοὶ ἀδελφοὶ Ἀγγελίνο. [147,1175,396,1265]
story-text: — Δὲν ξέρω νὰ σοῦ πῶ, ἀλλά... — Ἴσα-ἴσα ποῦ ὁ ἀγαπητικός μου τὰ γυρεύει τ᾽ ἀγριοπερίστερα, γιατὶ τὰ πουλιὰ τοῦ πόλη. [931,547,1186,592]
